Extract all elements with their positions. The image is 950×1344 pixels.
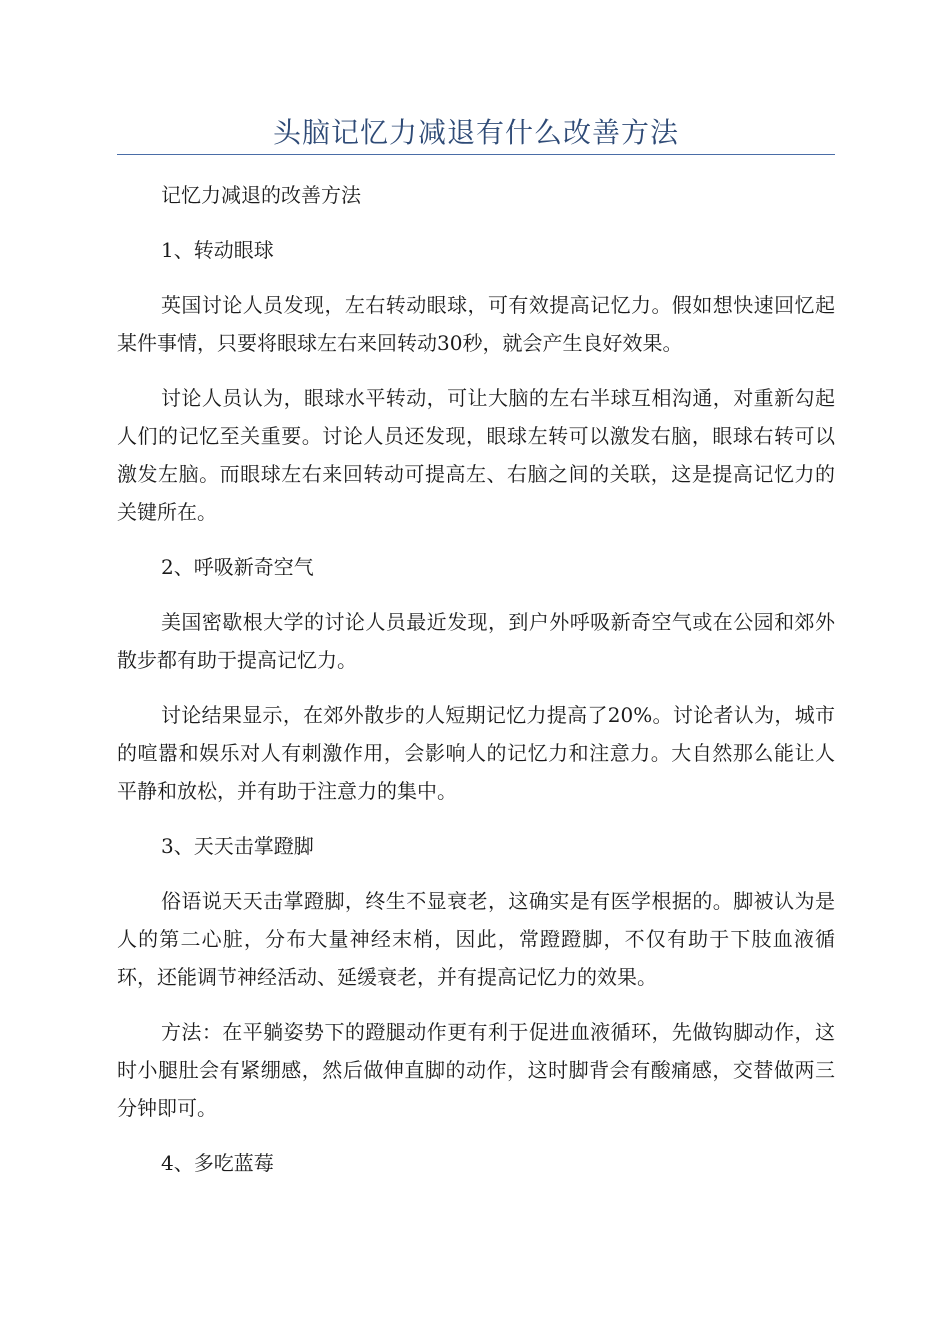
paragraph: 美国密歇根大学的讨论人员最近发现，到户外呼吸新奇空气或在公园和郊外散步都有助于提高记忆力。 [117, 610, 835, 672]
heading-rotate-eyes: 1、转动眼球 [161, 238, 274, 262]
heading-blueberries: 4、多吃蓝莓 [161, 1151, 274, 1175]
paragraph: 讨论结果显示，在郊外散步的人短期记忆力提高了20%。讨论者认为，城市的喧嚣和娱乐对人有刺激作用，会影响人的记忆力和注意力。大自然那么能让人平静和放松，并有助于注意力的集中。 [117, 703, 835, 803]
title-underline [117, 154, 835, 155]
document-body [117, 176, 835, 1199]
paragraph: 方法：在平躺姿势下的蹬腿动作更有利于促进血液循环，先做钩脚动作，这时小腿肚会有紧绷感，然后做伸直脚的动作，这时脚背会有酸痛感，交替做两三分钟即可。 [117, 1020, 835, 1120]
document-title: 头脑记忆力减退有什么改善方法 [272, 116, 679, 149]
paragraph: 俗语说天天击掌蹬脚，终生不显衰老，这确实是有医学根据的。脚被认为是人的第二心脏，分布大量神经末梢，因此，常蹬蹬脚，不仅有助于下肢血液循环，还能调节神经活动、延缓衰老，并有提高记忆力的效果。 [117, 889, 835, 989]
heading-clap-kick: 3、天天击掌蹬脚 [161, 834, 314, 858]
paragraph: 英国讨论人员发现，左右转动眼球，可有效提高记忆力。假如想快速回忆起某件事情，只要将眼球左右来回转动30秒，就会产生良好效果。 [117, 293, 835, 355]
section-intro: 记忆力减退的改善方法 [161, 183, 361, 207]
paragraph: 讨论人员认为，眼球水平转动，可让大脑的左右半球互相沟通，对重新勾起人们的记忆至关重要。讨论人员还发现，眼球左转可以激发右脑，眼球右转可以激发左脑。而眼球左右来回转动可提高左、右脑之间的关联，这是提高记忆力的关键所在。 [117, 386, 835, 524]
heading-fresh-air: 2、呼吸新奇空气 [161, 555, 314, 579]
